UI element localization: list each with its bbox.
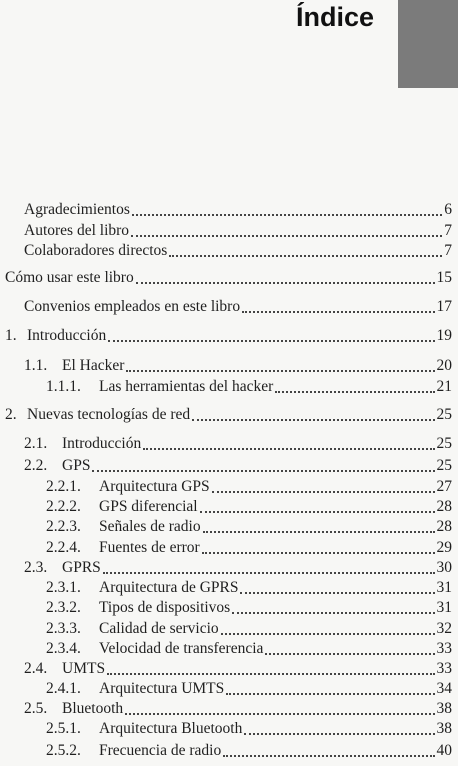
toc-entry-number: 1.1. (24, 357, 48, 374)
toc-entry (24, 200, 452, 220)
toc-entry-page: 15 (436, 269, 452, 286)
toc-entry-page: 33 (436, 660, 452, 677)
dot-leader (265, 653, 434, 655)
dot-leader (275, 391, 434, 393)
toc-entry-page: 30 (436, 559, 452, 576)
toc-entry-number: 2.2. (24, 457, 48, 474)
toc-entry-title: Arquitectura UMTS (99, 680, 225, 697)
toc-entry-page: 31 (436, 599, 452, 616)
toc-entry (46, 497, 452, 517)
toc-entry-title: Introducción (62, 435, 142, 452)
toc-entry (5, 268, 452, 288)
toc-entry (46, 719, 452, 739)
toc-entry-page: 25 (436, 406, 452, 423)
toc-entry-number: 2.2.3. (46, 518, 81, 535)
dot-leader (169, 255, 442, 257)
dot-leader (132, 214, 442, 216)
toc-entry-page: 25 (436, 457, 452, 474)
toc-entry (24, 356, 452, 376)
toc-entry-number: 2.3.2. (46, 599, 81, 616)
toc-entry (46, 619, 452, 639)
toc-entry-number: 1. (5, 327, 17, 344)
toc-entry (24, 221, 452, 241)
toc-entry (5, 326, 452, 346)
toc-entry-title: Agradecimientos (24, 201, 130, 218)
toc-entry-title: Las herramientas del hacker (99, 378, 274, 395)
toc-entry-number: 2.3.4. (46, 640, 81, 657)
toc-entry-number: 2.5.1. (46, 720, 81, 737)
toc-entry-number: 2.5.2. (46, 742, 81, 759)
dot-leader (244, 733, 434, 735)
toc-entry-title: Nuevas tecnologías de red (27, 406, 191, 423)
toc-entry-page: 19 (436, 327, 452, 344)
toc-entry-number: 2.3. (24, 559, 48, 576)
toc-entry-title: Arquitectura Bluetooth (99, 720, 243, 737)
toc-entry-number: 2.2.2. (46, 498, 81, 515)
toc-entry-number: 2.3.3. (46, 620, 81, 637)
toc-entry-page: 29 (436, 539, 452, 556)
toc-entry-title: GPS diferencial (99, 498, 198, 515)
toc-entry (46, 598, 452, 618)
toc-entry (24, 456, 452, 476)
toc-entry-number: 2.4.1. (46, 680, 81, 697)
dot-leader (108, 340, 434, 342)
toc-entry-page: 33 (436, 640, 452, 657)
toc-entry (46, 741, 452, 761)
toc-entry-title: Bluetooth (62, 700, 124, 717)
toc-entry-title: GPS (62, 457, 91, 474)
dot-leader (143, 448, 434, 450)
toc-entry-number: 2.1. (24, 435, 48, 452)
toc-entry (24, 297, 452, 317)
toc-entry-page: 28 (436, 498, 452, 515)
dot-leader (192, 419, 434, 421)
toc-entry-page: 28 (436, 518, 452, 535)
toc-entry-title: Señales de radio (99, 518, 201, 535)
dot-leader (212, 491, 435, 493)
toc-entry-page: 27 (436, 478, 452, 495)
dot-leader (202, 552, 435, 554)
toc-entry-title: Arquitectura GPS (99, 478, 210, 495)
toc-entry (24, 558, 452, 578)
page-title: Índice (296, 2, 375, 32)
toc-entry-page: 21 (436, 378, 452, 395)
toc-entry (24, 241, 452, 261)
toc-entry-page: 38 (436, 720, 452, 737)
toc-entry (46, 538, 452, 558)
toc-entry (46, 639, 452, 659)
dot-leader (203, 531, 435, 533)
toc-entry-page: 7 (444, 222, 452, 239)
dot-leader (232, 612, 434, 614)
toc-entry-number: 2. (5, 406, 17, 423)
toc-entry-title: Arquitectura de GPRS (99, 579, 239, 596)
toc-entry-title: Convenios empleados en este libro (24, 298, 241, 315)
toc-entry (24, 699, 452, 719)
toc-entry (24, 434, 452, 454)
toc-entry-page: 32 (436, 620, 452, 637)
dot-leader (125, 713, 434, 715)
toc-entry-title: El Hacker (62, 357, 125, 374)
toc-entry-title: Frecuencia de radio (99, 742, 222, 759)
toc-entry-number: 2.4. (24, 660, 48, 677)
dot-leader (240, 592, 434, 594)
toc-entry-page: 20 (436, 357, 452, 374)
toc-entry-number: 2.2.1. (46, 478, 81, 495)
toc-entry-number: 1.1.1. (46, 378, 81, 395)
toc-entry-number: 2.5. (24, 700, 48, 717)
toc-entry-page: 38 (436, 700, 452, 717)
dot-leader (242, 311, 434, 313)
toc-entry (46, 377, 452, 397)
toc-entry (46, 679, 452, 699)
toc-entry (24, 659, 452, 679)
toc-entry-page: 34 (436, 680, 452, 697)
toc-entry-title: Autores del libro (24, 222, 130, 239)
dot-leader (103, 572, 435, 574)
toc-entry-page: 7 (444, 242, 452, 259)
dot-leader (223, 755, 434, 757)
toc-entry-page: 17 (436, 298, 452, 315)
toc-entry (46, 517, 452, 537)
toc-entry-title: Velocidad de transferencia (99, 640, 264, 657)
toc-entry-title: Fuentes de error (99, 539, 200, 556)
toc-entry-title: Calidad de servicio (99, 620, 219, 637)
dot-leader (92, 470, 434, 472)
toc-entry-number: 2.2.4. (46, 539, 81, 556)
toc-entry-number: 2.3.1. (46, 579, 81, 596)
toc-entry-title: Cómo usar este libro (5, 269, 134, 286)
toc-entry-title: UMTS (62, 660, 106, 677)
toc-entry-title: Introducción (27, 327, 107, 344)
toc-entry-page: 25 (436, 435, 452, 452)
dot-leader (226, 693, 434, 695)
toc-entry-title: Colaboradores directos (24, 242, 168, 259)
toc-entry-page: 40 (436, 742, 452, 759)
dot-leader (136, 282, 435, 284)
dot-leader (221, 633, 435, 635)
dot-leader (107, 673, 434, 675)
toc-entry (5, 405, 452, 425)
toc-entry (46, 578, 452, 598)
dot-leader (126, 370, 434, 372)
dot-leader (131, 235, 442, 237)
toc-entry-page: 6 (444, 201, 452, 218)
toc-entry-page: 31 (436, 579, 452, 596)
toc-entry (46, 477, 452, 497)
toc-entry-title: Tipos de dispositivos (99, 599, 231, 616)
dot-leader (200, 511, 435, 513)
toc-entry-title: GPRS (62, 559, 101, 576)
